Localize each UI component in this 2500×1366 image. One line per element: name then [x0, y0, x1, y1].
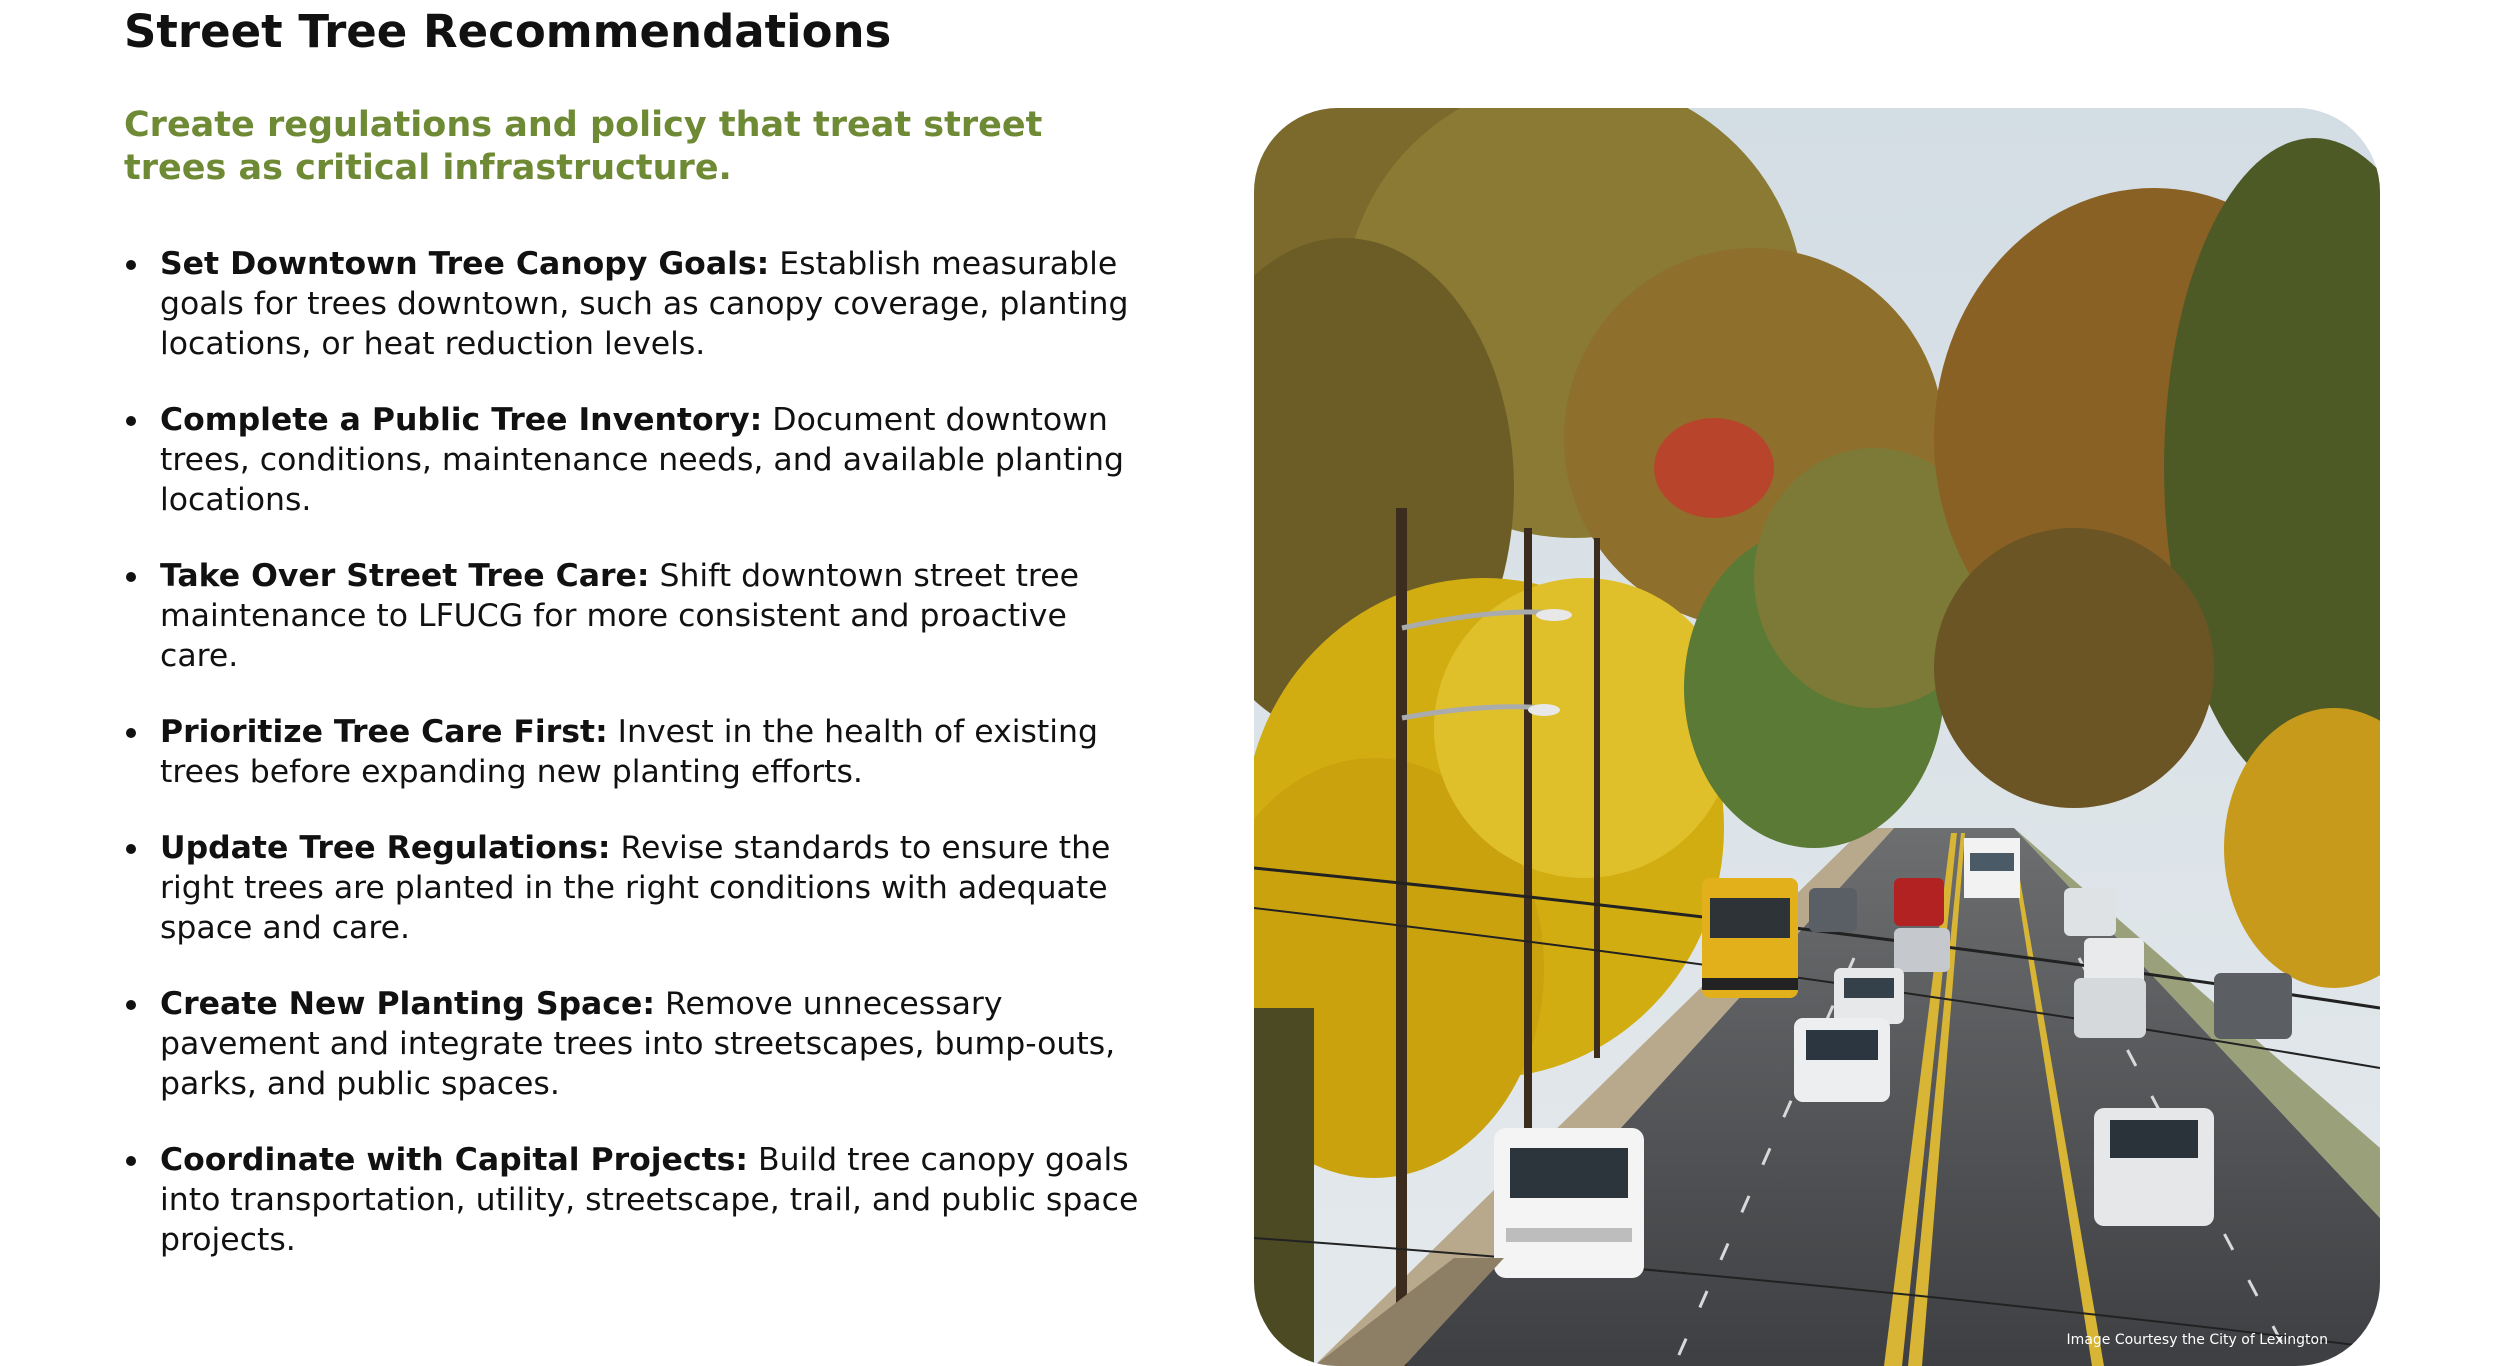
recommendation-text: Build tree canopy goals into transportation, utility, streetscape, trail, and public space projects. — [160, 1142, 1139, 1258]
page-title: Street Tree Recommendations — [124, 5, 892, 58]
recommendation-text: Establish measurable goals for trees downtown, such as canopy coverage, planting locations, or heat reduction levels. — [160, 246, 1129, 362]
recommendation-text: Revise standards to ensure the right trees are planted in the right conditions with adequate space and care. — [160, 830, 1111, 946]
recommendation-list — [124, 244, 1144, 1296]
recommendation-item — [124, 712, 1144, 792]
recommendation-text: Invest in the health of existing trees before expanding new planting efforts. — [160, 714, 1098, 790]
recommendation-heading: Coordinate with Capital Projects: — [160, 1142, 748, 1178]
recommendation-heading: Prioritize Tree Care First: — [160, 714, 608, 750]
recommendation-text: Shift downtown street tree maintenance to LFUCG for more consistent and proactive care. — [160, 558, 1079, 674]
recommendation-item — [124, 400, 1144, 520]
recommendation-text: Document downtown trees, conditions, maintenance needs, and available planting locations. — [160, 402, 1124, 518]
photo-caption: Image Courtesy the City of Lexington — [2066, 1332, 2328, 1348]
recommendation-item — [124, 984, 1144, 1104]
recommendation-item — [124, 556, 1144, 676]
recommendation-heading: Complete a Public Tree Inventory: — [160, 402, 763, 438]
recommendation-item — [124, 1140, 1144, 1260]
recommendation-heading: Update Tree Regulations: — [160, 830, 611, 866]
recommendation-text: Remove unnecessary pavement and integrate trees into streetscapes, bump-outs, parks, and public spaces. — [160, 986, 1116, 1102]
page-subtitle: Create regulations and policy that treat street trees as critical infrastructure. — [124, 105, 1043, 188]
recommendation-item — [124, 828, 1144, 948]
recommendation-heading: Take Over Street Tree Care: — [160, 558, 650, 594]
recommendation-heading: Create New Planting Space: — [160, 986, 655, 1022]
recommendation-item — [124, 244, 1144, 364]
recommendation-heading: Set Downtown Tree Canopy Goals: — [160, 246, 770, 282]
street-photo — [1254, 108, 2380, 1366]
street-scene-illustration — [1254, 108, 2380, 1366]
